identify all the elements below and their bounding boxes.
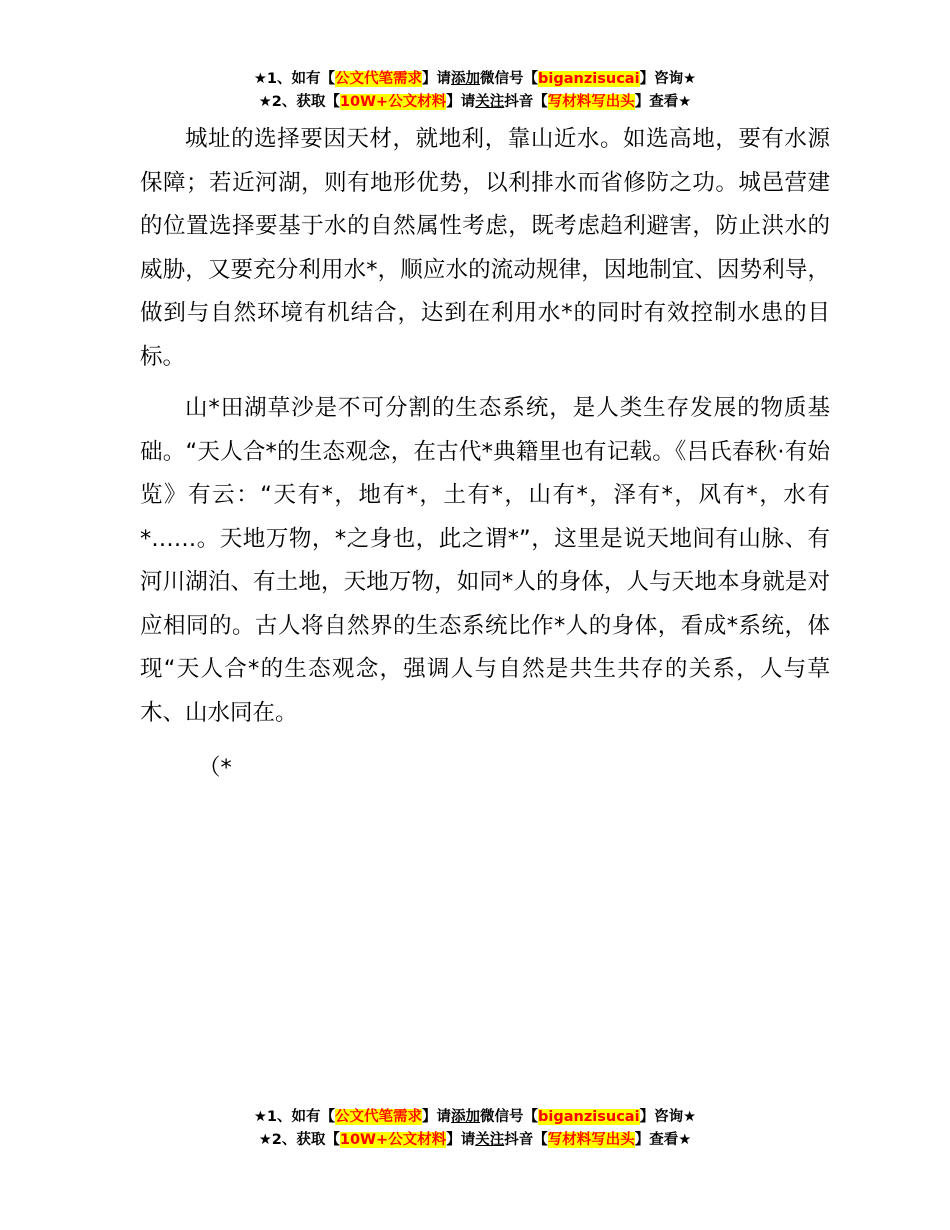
document-body	[140, 118, 830, 799]
banner-underline: 关注	[475, 94, 505, 110]
banner-underline: 添加	[451, 71, 481, 87]
banner-line-2	[0, 91, 950, 114]
banner-text: ★2、获取【	[258, 94, 340, 110]
banner-text: 】咨询★	[639, 71, 697, 87]
banner-highlight: 公文代笔需求	[335, 1109, 423, 1125]
banner-text: 微信号【	[480, 71, 539, 87]
footer-banner	[0, 1106, 950, 1152]
banner-text: 】请	[422, 1109, 452, 1125]
banner-highlight: biganzisucai	[538, 1109, 640, 1125]
paragraph: 城址的选择要因天材，就地利，靠山近水。如选高地，要有水源保障；若近河湖，则有地形优势，以利排水而省修防之功。城邑营建的位置选择要基于水的自然属性考虑，既考虑趋利避害，防止洪水的威胁，又要充分利用水*，顺应水的流动规律，因地制宜、因势利导，做到与自然环境有机结合，达到在利用水*的同时有效控制水患的目标。	[140, 126, 830, 370]
banner-text: 】查看★	[634, 1132, 692, 1148]
banner-text: ★1、如有【	[253, 71, 336, 87]
paragraph: 山*田湖草沙是不可分割的生态系统，是人类生存发展的物质基础。“天人合*的生态观念，在古代*典籍里也有记载。《吕氏春秋·有始览》有云：“天有*，地有*，土有*，山有*，泽有*，风有*，水有*……。天地万物，*之身也，此之谓*”，这里是说天地间有山脉、有河川湖泊、有土地，天地万物，如同*人的身体，人与天地本身就是对应相同的。古人将自然界的生态系统比作*人的身体，看成*系统，体现“天人合*的生态观念，强调人与自然是共生共存的关系，人与草木、山水同在。	[140, 395, 830, 726]
banner-underline: 关注	[475, 1132, 505, 1148]
banner-underline: 添加	[451, 1109, 481, 1125]
banner-text: 】查看★	[634, 94, 692, 110]
banner-highlight: 公文代笔需求	[335, 71, 423, 87]
header-banner	[0, 68, 950, 114]
banner-text: 抖音【	[504, 94, 548, 110]
banner-highlight: 10W+公文材料	[339, 94, 447, 110]
banner-highlight: 写材料写出头	[547, 94, 635, 110]
banner-text: 】咨询★	[639, 1109, 697, 1125]
banner-highlight: 10W+公文材料	[339, 1132, 447, 1148]
paragraph: （*	[198, 755, 232, 781]
banner-text: ★2、获取【	[258, 1132, 340, 1148]
banner-text: ★1、如有【	[253, 1109, 336, 1125]
banner-text: 】请	[446, 1132, 476, 1148]
banner-line-1	[0, 1106, 950, 1129]
banner-line-2	[0, 1129, 950, 1152]
banner-highlight: biganzisucai	[538, 71, 640, 87]
banner-line-1	[0, 68, 950, 91]
banner-text: 】请	[422, 71, 452, 87]
banner-text: 】请	[446, 94, 476, 110]
banner-text: 抖音【	[504, 1132, 548, 1148]
banner-highlight: 写材料写出头	[547, 1132, 635, 1148]
banner-text: 微信号【	[480, 1109, 539, 1125]
